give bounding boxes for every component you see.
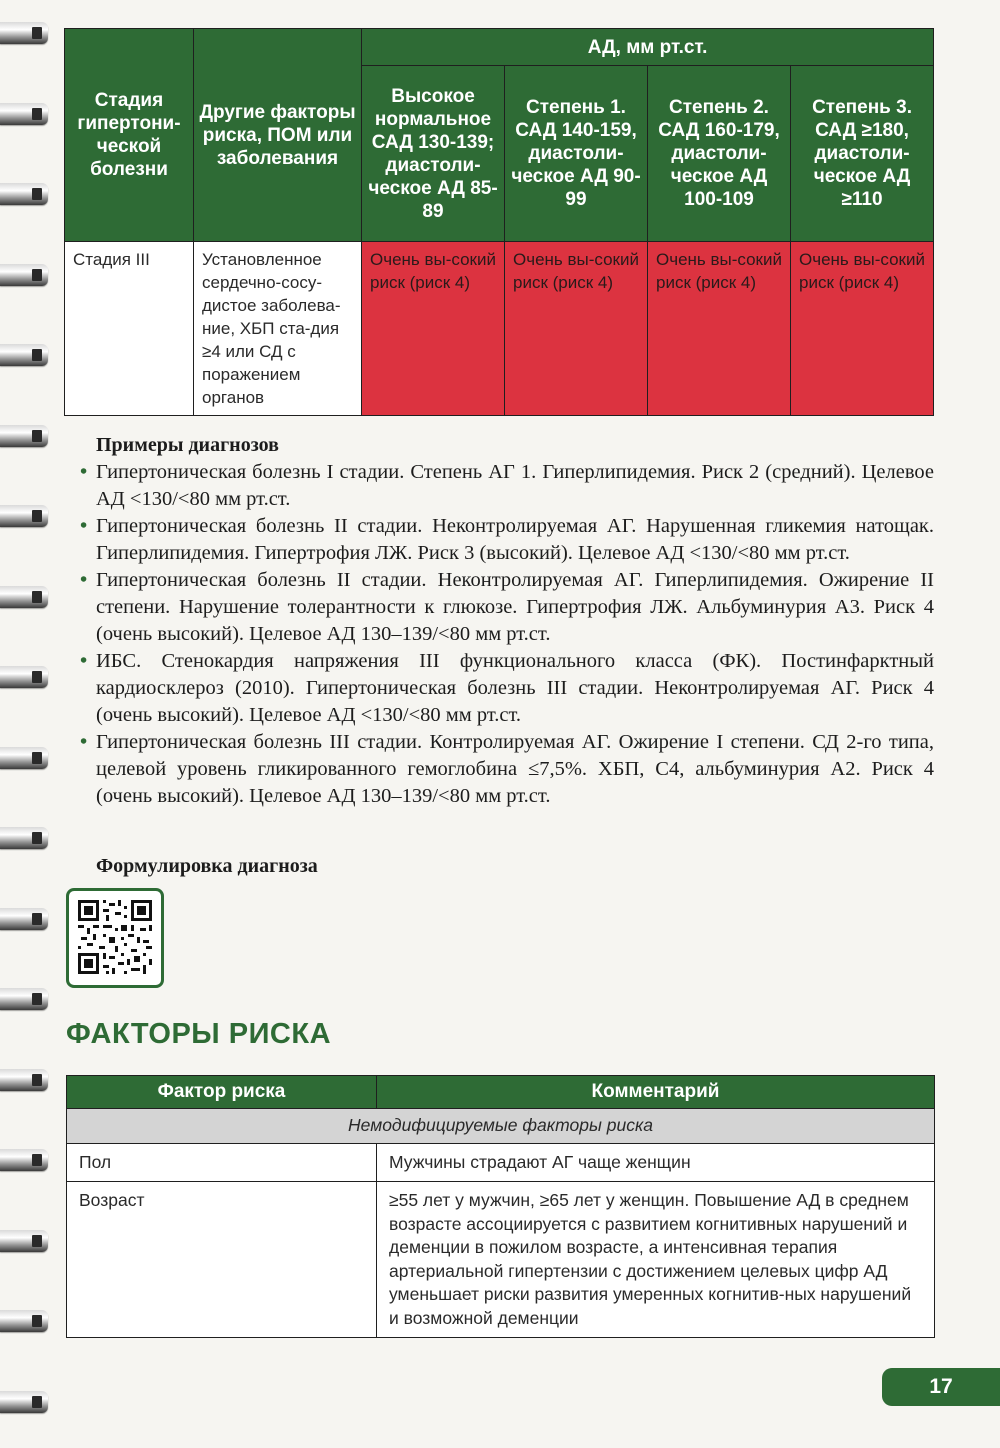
group-row-label: Немодифицируемые факторы риска (67, 1109, 935, 1144)
cell-factor: Возраст (67, 1182, 377, 1338)
example-text: Гипертоническая болезнь II стадии. Неконтролируемая АГ. Нарушенная гликемия натощак. Гиперлипидемия. Гипертрофия ЛЖ. Риск 3 (высокий). Целевое АД <130/<80 мм рт.ст. (96, 515, 934, 564)
binding-ring (0, 344, 48, 366)
binding-ring (0, 747, 48, 769)
binding-ring (0, 505, 48, 527)
binding-ring (0, 103, 48, 125)
list-item (80, 459, 934, 513)
binding-ring (0, 908, 48, 930)
header-stage: Стадия гипертони-ческой болезни (65, 29, 194, 242)
binding-ring (0, 1069, 48, 1091)
spiral-binding (0, 0, 52, 1448)
binding-ring (0, 183, 48, 205)
bullet-icon: • (80, 650, 88, 672)
header-bp-group: АД, мм рт.ст. (362, 29, 934, 66)
risk-factors-table (66, 1075, 935, 1338)
binding-ring (0, 425, 48, 447)
cell-risk: Очень вы-сокий риск (риск 4) (648, 242, 791, 416)
binding-ring (0, 666, 48, 688)
cell-risk: Очень вы-сокий риск (риск 4) (791, 242, 934, 416)
header-grade-2: Степень 2. САД 160-179, диастоли-ческое АД 100-109 (648, 66, 791, 242)
cell-comment: ≥55 лет у мужчин, ≥65 лет у женщин. Повышение АД в среднем возрасте ассоциируется с развитием когнитивных нарушений и деменции в пожилом возрасте, а интенсивная терапия артериальной гипертензии с достижением целевых цифр АД уменьшает риски развития умеренных когнитив-ных нарушений и возможной деменции (377, 1182, 935, 1338)
binding-ring (0, 22, 48, 44)
risk-stratification-table (64, 28, 934, 416)
cell-comment: Мужчины страдают АГ чаще женщин (377, 1143, 935, 1182)
binding-ring (0, 586, 48, 608)
bullet-icon: • (80, 569, 88, 591)
header-comment: Комментарий (377, 1076, 935, 1109)
binding-ring (0, 1391, 48, 1413)
header-grade-1: Степень 1. САД 140-159, диастоли-ческое АД 90-99 (505, 66, 648, 242)
binding-ring (0, 988, 48, 1010)
list-item (80, 648, 934, 729)
table-row (67, 1143, 935, 1182)
example-text: Гипертоническая болезнь III стадии. Контролируемая АГ. Ожирение I степени. СД 2-го типа, целевой уровень гликированного гемоглобина ≤7,5%. ХБП, С4, альбуминурия А2. Риск 4 (очень высокий). Целевое АД 130–139/<80 мм рт.ст. (96, 731, 934, 807)
binding-ring (0, 1149, 48, 1171)
header-grade-3: Степень 3. САД ≥180, диастоли-ческое АД ≥110 (791, 66, 934, 242)
table-row (65, 242, 934, 416)
binding-ring (0, 827, 48, 849)
binding-ring (0, 1310, 48, 1332)
example-text: Гипертоническая болезнь II стадии. Неконтролируемая АГ. Гиперлипидемия. Ожирение II степени. Нарушение толерантности к глюкозе. Гипертрофия ЛЖ. Альбуминурия А3. Риск 4 (очень высокий). Целевое АД 130–139/<80 мм рт.ст. (96, 569, 934, 645)
list-item (80, 567, 934, 648)
qr-code[interactable] (66, 888, 164, 988)
table-row (67, 1182, 935, 1338)
binding-ring (0, 1230, 48, 1252)
list-item (80, 729, 934, 810)
header-other-factors: Другие факторы риска, ПОМ или заболевания (194, 29, 362, 242)
formulation-heading: Формулировка диагноза (96, 855, 318, 877)
cell-risk: Очень вы-сокий риск (риск 4) (505, 242, 648, 416)
page-number: 17 (882, 1368, 1000, 1406)
bullet-icon: • (80, 731, 88, 753)
binding-ring (0, 264, 48, 286)
cell-stage: Стадия III (65, 242, 194, 416)
bullet-icon: • (80, 515, 88, 537)
examples-heading: Примеры диагнозов (96, 434, 279, 456)
bullet-icon: • (80, 461, 88, 483)
diagnosis-examples (80, 432, 934, 810)
cell-factor: Пол (67, 1143, 377, 1182)
example-text: Гипертоническая болезнь I стадии. Степень АГ 1. Гиперлипидемия. Риск 2 (средний). Целевое АД <130/<80 мм рт.ст. (96, 461, 934, 510)
list-item (80, 513, 934, 567)
header-high-normal: Высокое нормальное САД 130-139; диастоли-ческое АД 85-89 (362, 66, 505, 242)
cell-factors: Установленное сердечно-сосу-дистое заболева-ние, ХБП ста-дия ≥4 или СД с поражением органов (194, 242, 362, 416)
section-title: ФАКТОРЫ РИСКА (66, 1018, 332, 1050)
header-factor: Фактор риска (67, 1076, 377, 1109)
example-text: ИБС. Стенокардия напряжения III функционального класса (ФК). Постинфарктный кардиосклероз (2010). Гипертоническая болезнь III стадии. Неконтролируемая АГ. Риск 4 (очень высокий). Целевое АД <130/<80 мм рт.ст. (96, 650, 934, 726)
qr-code-icon (78, 900, 152, 974)
cell-risk: Очень вы-сокий риск (риск 4) (362, 242, 505, 416)
examples-list (80, 459, 934, 810)
